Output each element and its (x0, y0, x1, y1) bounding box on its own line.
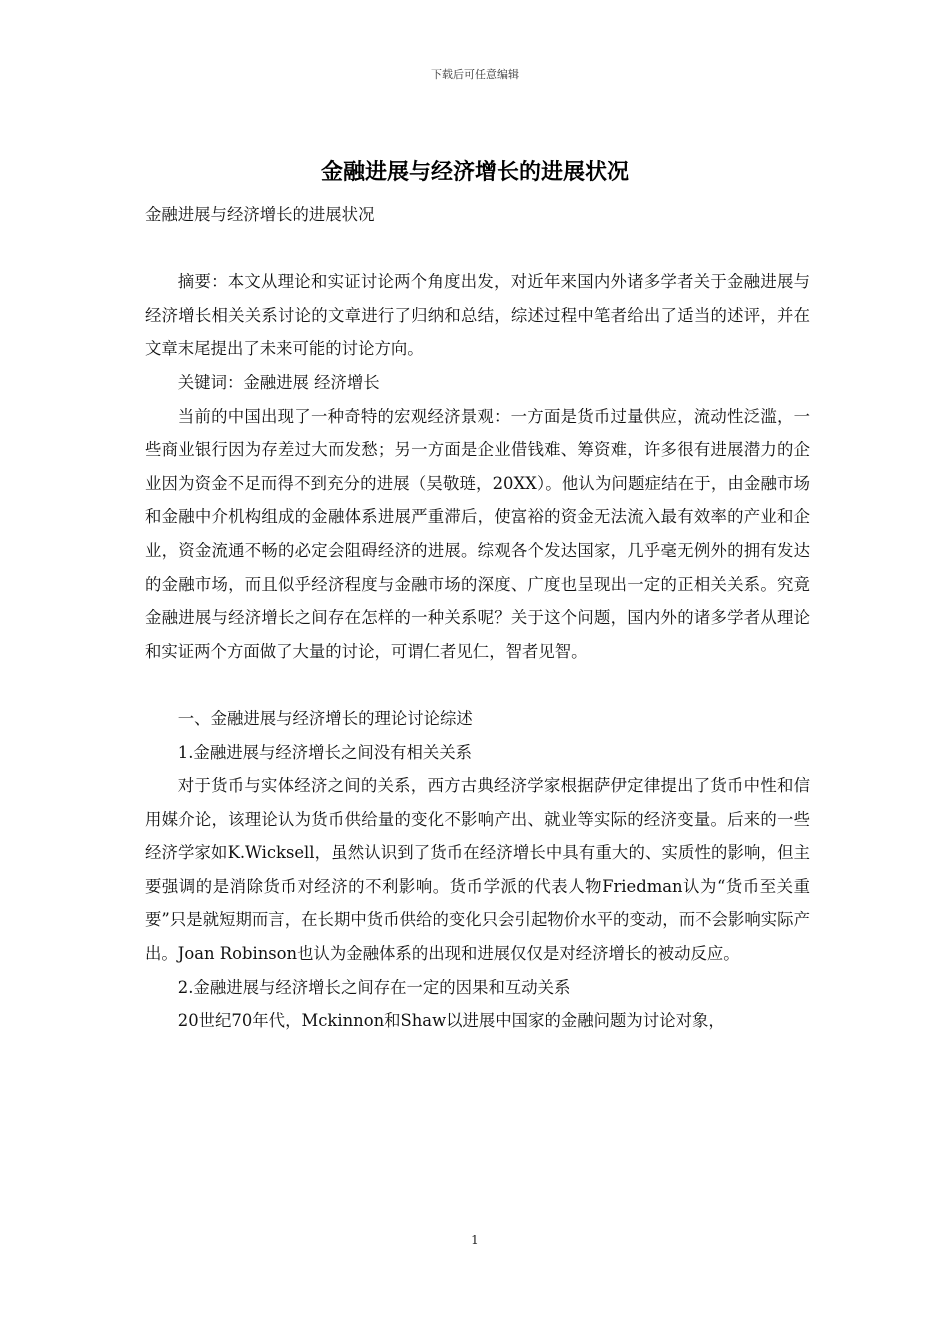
subsection2-heading: 2.金融进展与经济增长之间存在一定的因果和互动关系 (177, 977, 571, 997)
intro-paragraph: 当前的中国出现了一种奇特的宏观经济景观：一方面是货币过量供应，流动性泛滥，一些商业银行因为存差过大而发愁；另一方面是企业借钱难、筹资难，许多很有进展潜力的企业因为资金不足而得不到充分的进展（吴敬琏，20XX）。他认为问题症结在于，由金融市场和金融中介机构组成的金融体系进展严重滞后，使富裕的资金无法流入最有效率的产业和企业，资金流通不畅的必定会阻碍经济的进展。综观各个发达国家，几乎毫无例外的拥有发达的金融市场，而且似乎经济程度与金融市场的深度、广度也呈现出一定的正相关关系。究竟金融进展与经济增长之间存在怎样的一种关系呢？关于这个问题，国内外的诸多学者从理论和实证两个方面做了大量的讨论，可谓仁者见仁，智者见智。 (145, 406, 810, 661)
page-number: 1 (471, 1233, 479, 1247)
subsection2-paragraph: 20世纪70年代，Mckinnon和Shaw以进展中国家的金融问题为讨论对象， (177, 1011, 725, 1031)
section1-heading: 一、金融进展与经济增长的理论讨论综述 (177, 708, 473, 728)
abstract-paragraph: 摘要：本文从理论和实证讨论两个角度出发，对近年来国内外诸多学者关于金融进展与经济增长相关关系讨论的文章进行了归纳和总结，综述过程中笔者给出了适当的述评，并在文章末尾提出了未来可能的讨论方向。 (145, 272, 810, 359)
subsection1-heading: 1.金融进展与经济增长之间没有相关关系 (177, 742, 473, 762)
document-body (145, 198, 810, 1038)
subtitle: 金融进展与经济增长的进展状况 (145, 205, 375, 224)
header-note: 下载后可任意编辑 (431, 68, 519, 81)
document-title: 金融进展与经济增长的进展状况 (320, 159, 629, 185)
blank-line (145, 232, 810, 266)
keywords-paragraph: 关键词：金融进展 经济增长 (177, 372, 380, 392)
subsection1-paragraph: 对于货币与实体经济之间的关系，西方古典经济学家根据萨伊定律提出了货币中性和信用媒介论，该理论认为货币供给量的变化不影响产出、就业等实际的经济变量。后来的一些经济学家如K.Wicksell，虽然认识到了货币在经济增长中具有重大的、实质性的影响，但主要强调的是消除货币对经济的不利影响。货币学派的代表人物Friedman认为“货币至关重要”只是就短期而言，在长期中货币供给的变化只会引起物价水平的变动，而不会影响实际产出。Joan Robinson也认为金融体系的出现和进展仅仅是对经济增长的被动反应。 (145, 776, 810, 964)
blank-line (145, 668, 810, 702)
